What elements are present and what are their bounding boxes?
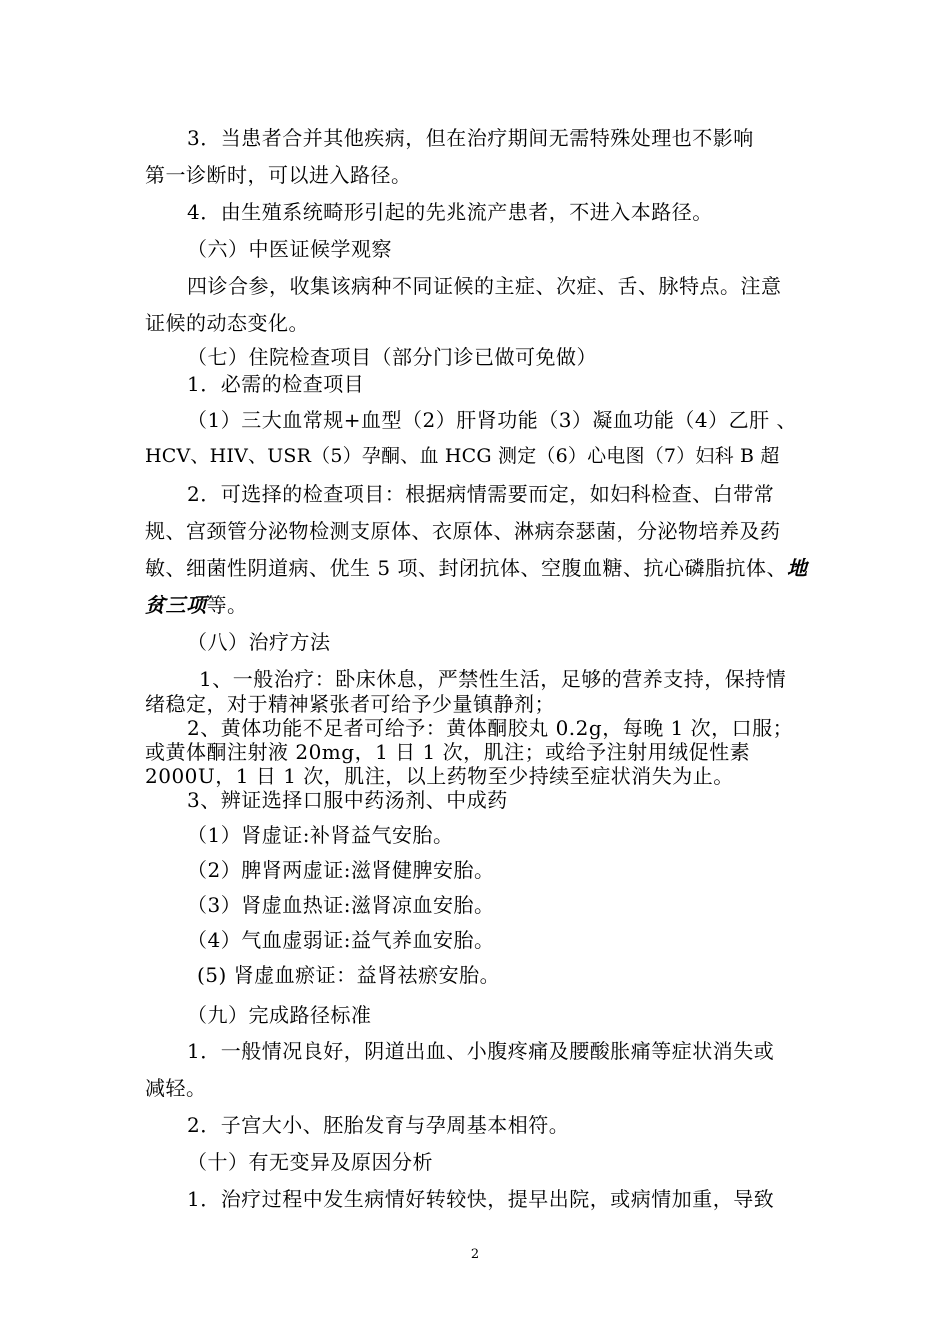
page-number: 2 bbox=[470, 1247, 480, 1262]
text-line: 3．当患者合并其他疾病，但在治疗期间无需特殊处理也不影响 bbox=[187, 126, 754, 150]
section-heading: （九）完成路径标准 bbox=[187, 1003, 372, 1027]
text-span: 敏、细菌性阴道病、优生 5 项、封闭抗体、空腹血糖、抗心磷脂抗体、 bbox=[145, 556, 787, 580]
text-line: 第一诊断时，可以进入路径。 bbox=[145, 163, 412, 187]
text-line: 四诊合参，收集该病种不同证候的主症、次症、舌、脉特点。注意 bbox=[187, 274, 782, 298]
text-line: 或黄体酮注射液 20mg，1 日 1 次，肌注；或给予注射用绒促性素 bbox=[145, 740, 751, 764]
section-heading: （十）有无变异及原因分析 bbox=[187, 1150, 433, 1174]
text-line bbox=[145, 593, 248, 617]
text-span: 等。 bbox=[206, 593, 248, 617]
section-heading: （六）中医证候学观察 bbox=[187, 237, 392, 261]
text-line: 4．由生殖系统畸形引起的先兆流产患者，不进入本路径。 bbox=[187, 200, 713, 224]
text-line: 2．子宫大小、胚胎发育与孕周基本相符。 bbox=[187, 1113, 570, 1137]
text-line: 绪稳定，对于精神紧张者可给予少量镇静剂； bbox=[145, 692, 555, 716]
list-item: (5) 肾虚血瘀证：益肾祛瘀安胎。 bbox=[197, 963, 501, 987]
text-line bbox=[145, 556, 807, 580]
emphasis-text: 地 bbox=[786, 556, 808, 580]
text-line: 1．一般情况良好，阴道出血、小腹疼痛及腰酸胀痛等症状消失或 bbox=[187, 1039, 775, 1063]
text-line: 2、黄体功能不足者可给予：黄体酮胶丸 0.2g，每晚 1 次，口服； bbox=[187, 716, 794, 740]
section-heading: （八）治疗方法 bbox=[187, 630, 331, 654]
text-line: 减轻。 bbox=[145, 1076, 207, 1100]
text-line: 证候的动态变化。 bbox=[145, 311, 309, 335]
text-line: 2000U，1 日 1 次，肌注，以上药物至少持续至症状消失为止。 bbox=[145, 764, 734, 788]
text-line: 规、宫颈管分泌物检测支原体、衣原体、淋病奈瑟菌，分泌物培养及药 bbox=[145, 519, 781, 543]
text-line: 2．可选择的检查项目：根据病情需要而定，如妇科检查、白带常 bbox=[187, 482, 775, 506]
section-heading: （七）住院检查项目（部分门诊已做可免做） bbox=[187, 345, 597, 369]
list-item: （2）脾肾两虚证:滋肾健脾安胎。 bbox=[187, 858, 495, 882]
text-line: 1．治疗过程中发生病情好转较快，提早出院，或病情加重，导致 bbox=[187, 1187, 775, 1211]
emphasis-text: 贫三项 bbox=[145, 593, 207, 617]
text-line: 1、一般治疗：卧床休息，严禁性生活，足够的营养支持，保持情 bbox=[199, 667, 787, 691]
text-line: 3、辨证选择口服中药汤剂、中成药 bbox=[187, 788, 508, 812]
list-item: （3）肾虚血热证:滋肾凉血安胎。 bbox=[187, 893, 495, 917]
text-line: 1．必需的检查项目 bbox=[187, 372, 365, 396]
list-item: （4）气血虚弱证:益气养血安胎。 bbox=[187, 928, 495, 952]
text-line: （1）三大血常规+血型（2）肝肾功能（3）凝血功能（4）乙肝 、 bbox=[187, 408, 798, 432]
text-line: HCV、HIV、USR（5）孕酮、血 HCG 测定（6）心电图（7）妇科 B 超 bbox=[145, 445, 780, 467]
list-item: （1）肾虚证:补肾益气安胎。 bbox=[187, 823, 454, 847]
